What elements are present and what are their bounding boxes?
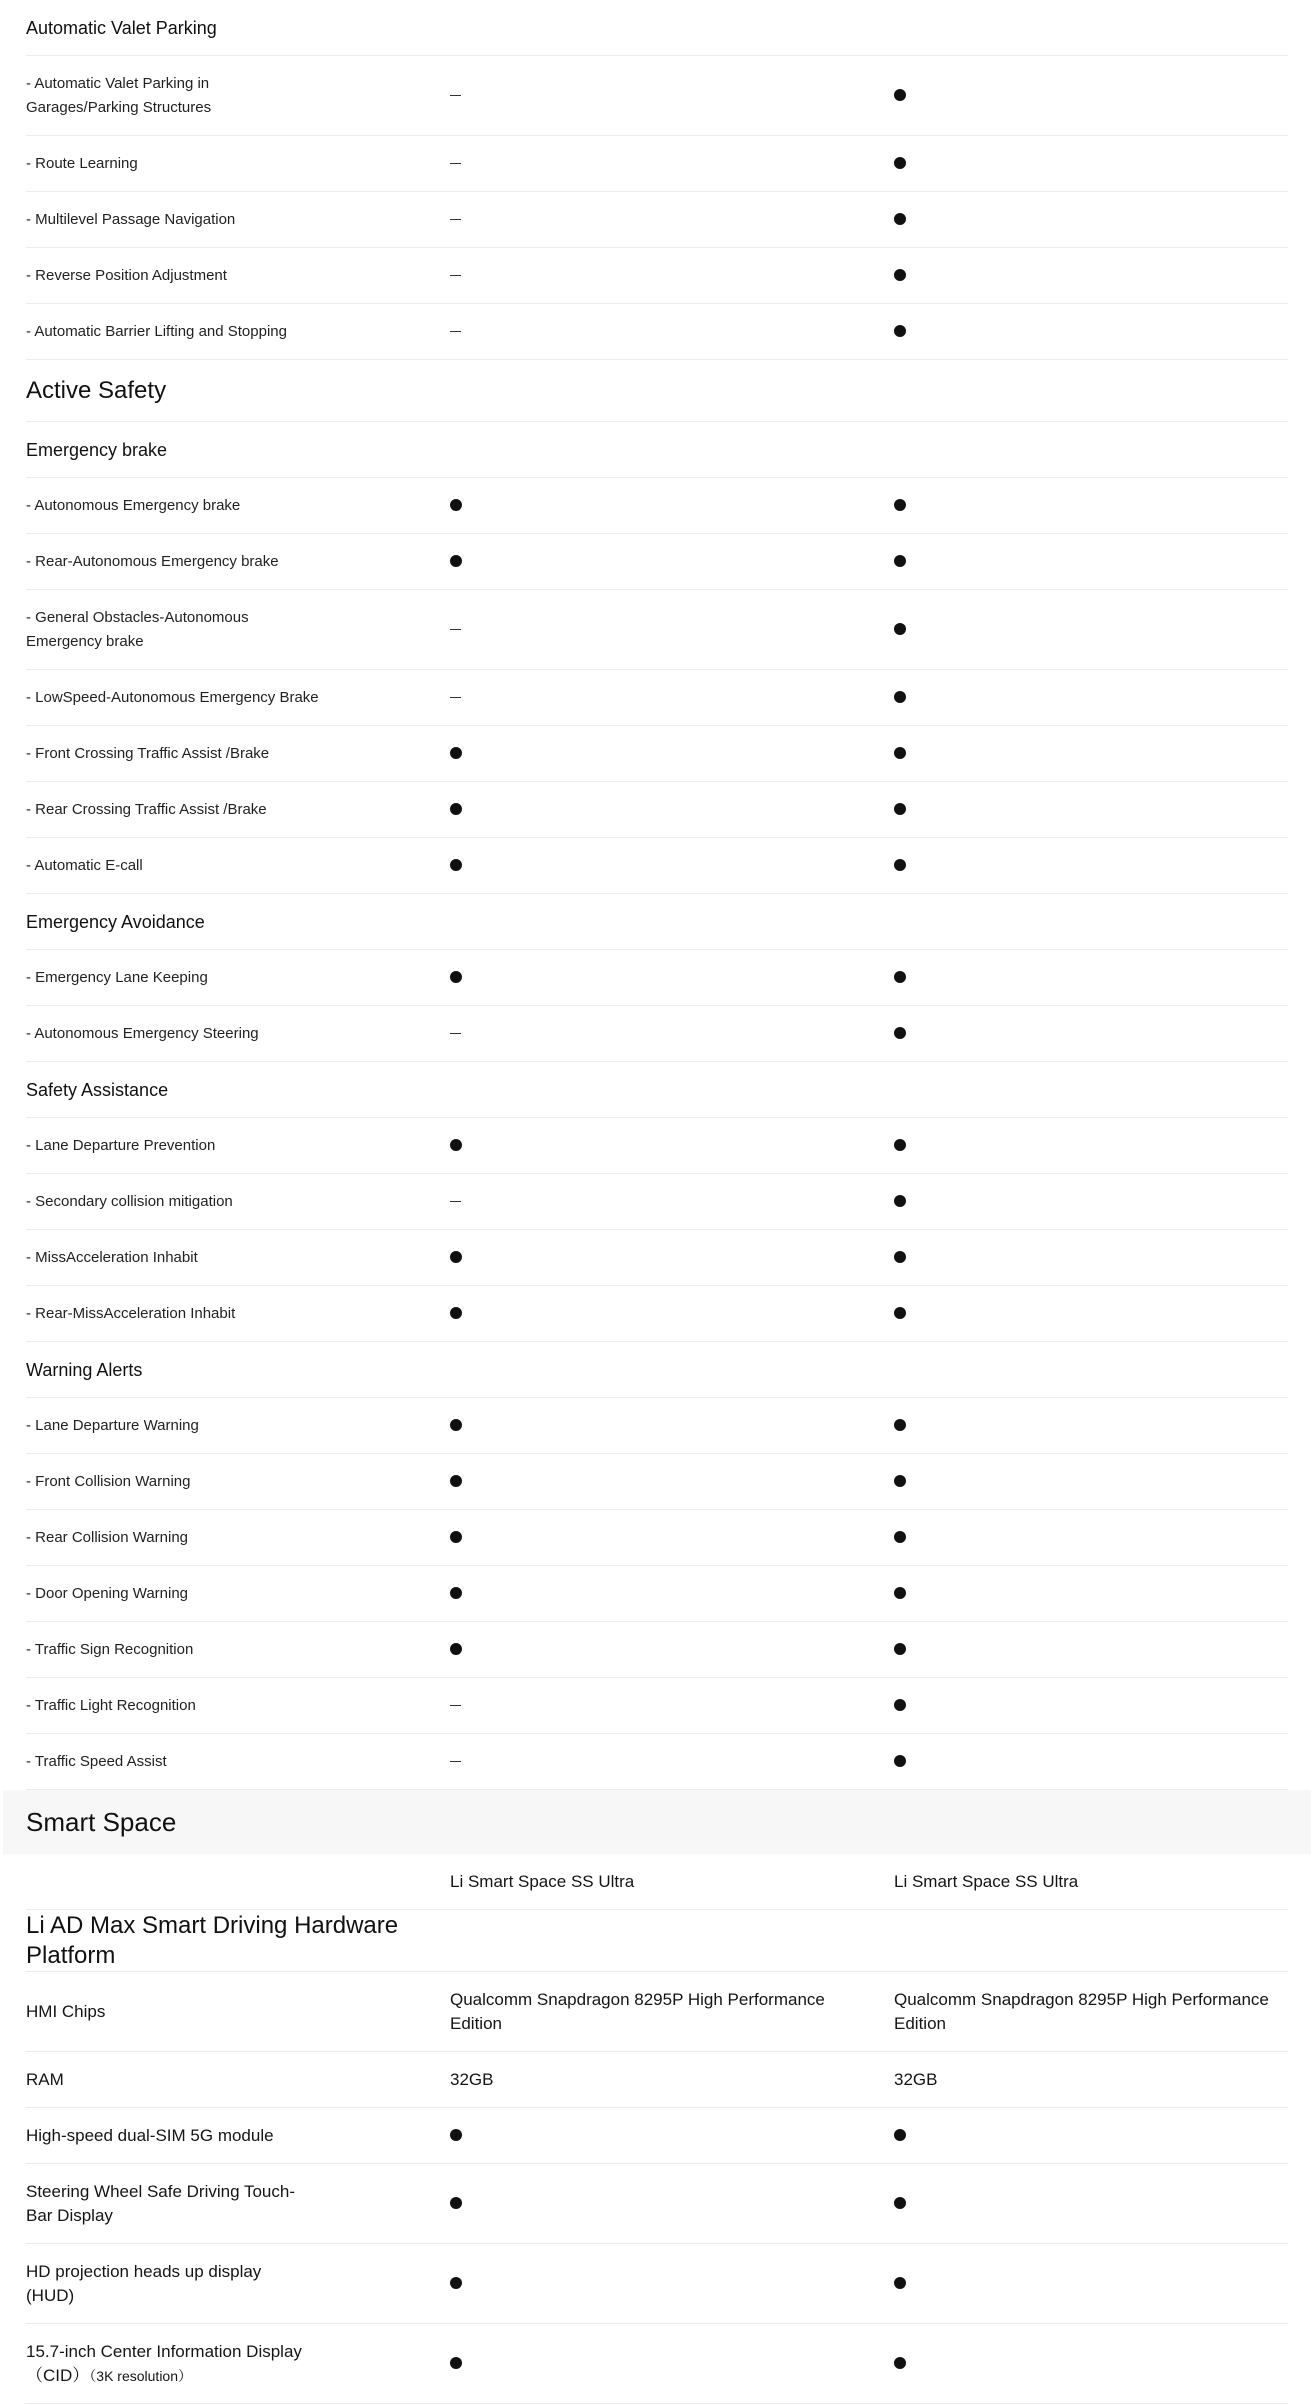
row-label: - Traffic Speed Assist <box>26 1752 167 1770</box>
row-label: - Traffic Light Recognition <box>26 1696 196 1714</box>
value-cell-trim-2 <box>894 211 1284 229</box>
section-title-row <box>26 360 1288 422</box>
label-note: （3K resolution） <box>89 2367 192 2384</box>
standard-dot-icon <box>894 1531 906 1543</box>
row-label: - MissAcceleration Inhabit <box>26 1248 198 1266</box>
unavailable-dash-icon <box>450 1201 461 1203</box>
unavailable-dash-icon <box>450 163 461 165</box>
feature-row <box>26 1230 1288 1286</box>
feature-row <box>26 782 1288 838</box>
sub-header-row <box>26 1342 1288 1398</box>
row-label: - Automatic E-call <box>26 856 143 874</box>
row-label: - Reverse Position Adjustment <box>26 266 227 284</box>
row-label: - Automatic Valet Parking in Garages/Parking Structures <box>26 74 212 116</box>
value-cell-trim-2 <box>894 1249 1284 1267</box>
standard-dot-icon <box>894 1251 906 1263</box>
standard-dot-icon <box>450 2357 462 2369</box>
value-cell-trim-2 <box>894 87 1284 105</box>
value-cell-trim-2 <box>894 2195 1284 2213</box>
standard-dot-icon <box>894 555 906 567</box>
standard-dot-icon <box>894 1475 906 1487</box>
unavailable-dash-icon <box>450 697 461 699</box>
value-cell-trim-1 <box>450 2068 894 2092</box>
row-label: Emergency Avoidance <box>26 911 205 932</box>
value-cell-trim-1 <box>450 1305 894 1323</box>
sub-header-row <box>26 894 1288 950</box>
standard-dot-icon <box>450 1419 462 1431</box>
value-cell-trim-2 <box>894 1417 1284 1435</box>
value-cell-trim-1 <box>450 969 894 987</box>
standard-dot-icon <box>894 1139 906 1151</box>
feature-row <box>26 1454 1288 1510</box>
standard-dot-icon <box>450 803 462 815</box>
feature-row <box>26 726 1288 782</box>
sub-header-row <box>26 0 1288 56</box>
value-cell-trim-1 <box>450 1529 894 1547</box>
standard-dot-icon <box>450 499 462 511</box>
feature-row <box>26 534 1288 590</box>
row-label: - Front Crossing Traffic Assist /Brake <box>26 744 270 762</box>
value-cell-trim-1 <box>450 1193 894 1211</box>
row-label: - Autonomous Emergency Steering <box>26 1024 259 1042</box>
feature-row <box>26 1734 1288 1790</box>
value-cell-trim-1 <box>450 211 894 229</box>
row-label: - Emergency Lane Keeping <box>26 968 208 986</box>
value-cell-trim-2 <box>894 267 1284 285</box>
value-cell-trim-2 <box>894 497 1284 515</box>
value-cell-trim-1 <box>450 155 894 173</box>
feature-row <box>26 1398 1288 1454</box>
row-label: - Lane Departure Prevention <box>26 1136 216 1154</box>
value-text: 32GB <box>450 2069 494 2089</box>
standard-dot-icon <box>894 1699 906 1711</box>
value-cell-trim-1 <box>450 1641 894 1659</box>
value-cell-trim-2 <box>894 1529 1284 1547</box>
unavailable-dash-icon <box>450 1705 461 1707</box>
row-label: Safety Assistance <box>26 1079 169 1100</box>
value-cell-trim-1 <box>450 1753 894 1771</box>
standard-dot-icon <box>450 971 462 983</box>
value-cell-trim-2 <box>894 323 1284 341</box>
standard-dot-icon <box>894 269 906 281</box>
value-cell-trim-1 <box>450 745 894 763</box>
value-text: Qualcomm Snapdragon 8295P High Performance Edition <box>450 1989 825 2033</box>
standard-dot-icon <box>894 1419 906 1431</box>
feature-row <box>26 192 1288 248</box>
value-cell-trim-1 <box>450 1988 894 2036</box>
hw-row <box>26 2324 1288 2404</box>
standard-dot-icon <box>894 2197 906 2209</box>
value-cell-trim-1 <box>450 1137 894 1155</box>
row-label: - Rear-Autonomous Emergency brake <box>26 552 279 570</box>
value-cell-trim-2 <box>894 1585 1284 1603</box>
value-cell-trim-2 <box>894 553 1284 571</box>
value-text: 32GB <box>894 2069 938 2089</box>
standard-dot-icon <box>450 1475 462 1487</box>
value-text: Qualcomm Snapdragon 8295P High Performance Edition <box>894 1989 1269 2033</box>
row-label: 15.7-inch Center Information Display （CID）（3K resolution） <box>26 2341 302 2385</box>
row-label: HMI Chips <box>26 2001 106 2021</box>
standard-dot-icon <box>450 2277 462 2289</box>
hw-row <box>26 2052 1288 2108</box>
feature-row <box>26 1566 1288 1622</box>
standard-dot-icon <box>450 1251 462 1263</box>
value-cell-trim-1 <box>450 1473 894 1491</box>
value-cell-trim-2 <box>894 801 1284 819</box>
value-cell-trim-1 <box>450 1249 894 1267</box>
feature-row <box>26 1174 1288 1230</box>
value-cell-trim-2 <box>894 1870 1284 1894</box>
standard-dot-icon <box>450 555 462 567</box>
value-text: Li Smart Space SS Ultra <box>450 1871 635 1891</box>
value-cell-trim-2 <box>894 1137 1284 1155</box>
value-cell-trim-1 <box>450 2355 894 2373</box>
feature-row <box>26 136 1288 192</box>
standard-dot-icon <box>894 1307 906 1319</box>
standard-dot-icon <box>894 89 906 101</box>
unavailable-dash-icon <box>450 331 461 333</box>
value-cell-trim-1 <box>450 1417 894 1435</box>
value-cell-trim-2 <box>894 1753 1284 1771</box>
value-text: Li Smart Space SS Ultra <box>894 1871 1079 1891</box>
value-cell-trim-2 <box>894 1988 1284 2036</box>
value-cell-trim-1 <box>450 2275 894 2293</box>
feature-row <box>26 248 1288 304</box>
row-label: - Secondary collision mitigation <box>26 1192 233 1210</box>
hw-row <box>26 1972 1288 2052</box>
row-label: - Multilevel Passage Navigation <box>26 210 236 228</box>
value-cell-trim-1 <box>450 1870 894 1894</box>
standard-dot-icon <box>450 1307 462 1319</box>
standard-dot-icon <box>894 1195 906 1207</box>
value-cell-trim-1 <box>450 689 894 707</box>
standard-dot-icon <box>450 747 462 759</box>
standard-dot-icon <box>450 1587 462 1599</box>
feature-row <box>26 1006 1288 1062</box>
unavailable-dash-icon <box>450 1761 461 1763</box>
feature-row <box>26 1286 1288 1342</box>
unavailable-dash-icon <box>450 95 461 97</box>
feature-row <box>26 56 1288 136</box>
unavailable-dash-icon <box>450 275 461 277</box>
version-row <box>26 1854 1288 1910</box>
feature-row <box>26 1678 1288 1734</box>
standard-dot-icon <box>450 859 462 871</box>
value-cell-trim-2 <box>894 2127 1284 2145</box>
sub-header-row <box>26 1062 1288 1118</box>
row-label: High-speed dual-SIM 5G module <box>26 2125 274 2145</box>
feature-row <box>26 950 1288 1006</box>
value-cell-trim-2 <box>894 1473 1284 1491</box>
standard-dot-icon <box>450 2129 462 2141</box>
unavailable-dash-icon <box>450 629 461 631</box>
value-cell-trim-1 <box>450 553 894 571</box>
value-cell-trim-2 <box>894 2068 1284 2092</box>
row-label: RAM <box>26 2069 64 2089</box>
standard-dot-icon <box>894 2129 906 2141</box>
value-cell-trim-2 <box>894 1193 1284 1211</box>
unavailable-dash-icon <box>450 219 461 221</box>
value-cell-trim-2 <box>894 2355 1284 2373</box>
standard-dot-icon <box>894 499 906 511</box>
feature-row <box>26 838 1288 894</box>
row-label: - Front Collision Warning <box>26 1472 191 1490</box>
row-label: - Route Learning <box>26 154 138 172</box>
row-label: Automatic Valet Parking <box>26 17 217 38</box>
hw-row <box>26 2164 1288 2244</box>
row-label: - Autonomous Emergency brake <box>26 496 241 514</box>
feature-row <box>26 670 1288 726</box>
value-cell-trim-1 <box>450 1697 894 1715</box>
row-label: - Rear Crossing Traffic Assist /Brake <box>26 800 267 818</box>
value-cell-trim-2 <box>894 155 1284 173</box>
feature-row <box>26 1510 1288 1566</box>
standard-dot-icon <box>894 2357 906 2369</box>
row-label: - LowSpeed-Autonomous Emergency Brake <box>26 688 319 706</box>
standard-dot-icon <box>450 1531 462 1543</box>
hw-row <box>26 2108 1288 2164</box>
standard-dot-icon <box>894 1755 906 1767</box>
row-label: Active Safety <box>26 376 167 404</box>
value-cell-trim-2 <box>894 1697 1284 1715</box>
band-row <box>3 1790 1311 1854</box>
row-label: Warning Alerts <box>26 1359 143 1380</box>
standard-dot-icon <box>894 859 906 871</box>
value-cell-trim-1 <box>450 87 894 105</box>
standard-dot-icon <box>450 1643 462 1655</box>
feature-row <box>26 1622 1288 1678</box>
row-label: - General Obstacles-Autonomous Emergency brake <box>26 608 249 650</box>
row-label: - Rear Collision Warning <box>26 1528 188 1546</box>
standard-dot-icon <box>894 1027 906 1039</box>
standard-dot-icon <box>894 157 906 169</box>
standard-dot-icon <box>894 691 906 703</box>
standard-dot-icon <box>894 623 906 635</box>
row-label: Smart Space <box>26 1806 177 1837</box>
value-cell-trim-1 <box>450 2195 894 2213</box>
unavailable-dash-icon <box>450 1033 461 1035</box>
standard-dot-icon <box>894 1643 906 1655</box>
row-label: - Door Opening Warning <box>26 1584 189 1602</box>
row-label: Steering Wheel Safe Driving Touch- Bar Display <box>26 2181 295 2225</box>
standard-dot-icon <box>450 1139 462 1151</box>
row-label: HD projection heads up display (HUD) <box>26 2261 262 2305</box>
value-cell-trim-1 <box>450 497 894 515</box>
value-cell-trim-2 <box>894 1025 1284 1043</box>
standard-dot-icon <box>894 1587 906 1599</box>
value-cell-trim-2 <box>894 2275 1284 2293</box>
value-cell-trim-1 <box>450 267 894 285</box>
row-label: - Automatic Barrier Lifting and Stopping <box>26 322 287 340</box>
standard-dot-icon <box>894 213 906 225</box>
value-cell-trim-1 <box>450 621 894 639</box>
value-cell-trim-2 <box>894 1305 1284 1323</box>
row-label: - Lane Departure Warning <box>26 1416 199 1434</box>
value-cell-trim-1 <box>450 1585 894 1603</box>
value-cell-trim-2 <box>894 1641 1284 1659</box>
standard-dot-icon <box>894 747 906 759</box>
standard-dot-icon <box>894 325 906 337</box>
value-cell-trim-1 <box>450 1025 894 1043</box>
row-label: - Traffic Sign Recognition <box>26 1640 194 1658</box>
value-cell-trim-2 <box>894 689 1284 707</box>
value-cell-trim-2 <box>894 621 1284 639</box>
value-cell-trim-1 <box>450 323 894 341</box>
value-cell-trim-2 <box>894 745 1284 763</box>
section-title-row <box>26 1910 1288 1972</box>
row-label: Li AD Max Smart Driving Hardware Platform <box>26 1911 399 1969</box>
standard-dot-icon <box>450 2197 462 2209</box>
hw-row <box>26 2244 1288 2324</box>
value-cell-trim-1 <box>450 801 894 819</box>
feature-row <box>26 1118 1288 1174</box>
standard-dot-icon <box>894 2277 906 2289</box>
value-cell-trim-1 <box>450 857 894 875</box>
feature-row <box>26 590 1288 670</box>
feature-row <box>26 478 1288 534</box>
standard-dot-icon <box>894 803 906 815</box>
standard-dot-icon <box>894 971 906 983</box>
value-cell-trim-2 <box>894 969 1284 987</box>
row-label: - Rear-MissAcceleration Inhabit <box>26 1304 236 1322</box>
sub-header-row <box>26 422 1288 478</box>
value-cell-trim-1 <box>450 2127 894 2145</box>
feature-row <box>26 304 1288 360</box>
row-label: Emergency brake <box>26 439 168 460</box>
value-cell-trim-2 <box>894 857 1284 875</box>
